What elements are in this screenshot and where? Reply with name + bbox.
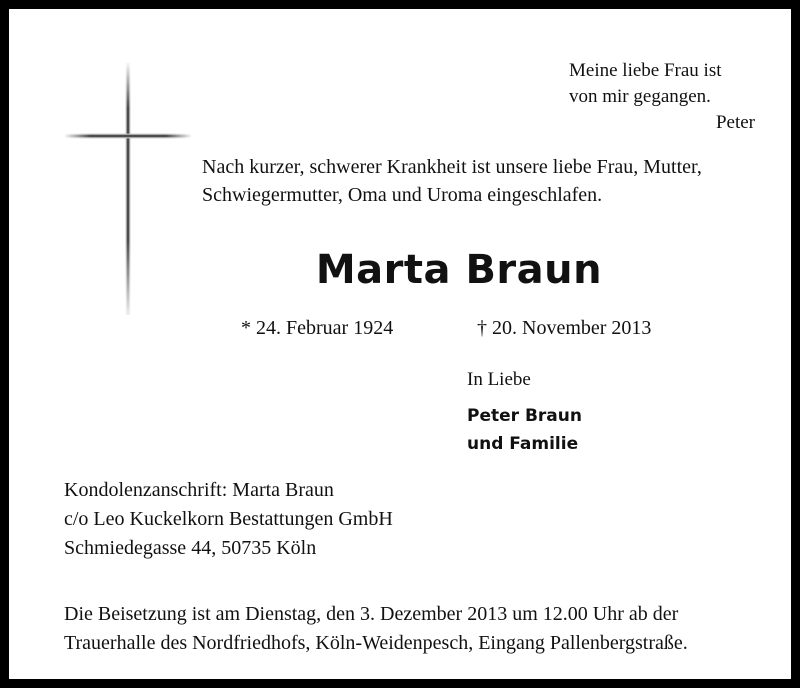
- mourner-line-1: Peter Braun: [467, 406, 582, 426]
- quote-signature: Peter: [715, 112, 755, 133]
- mourners: [467, 402, 582, 458]
- cross-horizontal-beam: [65, 133, 191, 139]
- funeral-line-1: Die Beisetzung ist am Dienstag, den 3. Dezember 2013 um 12.00 Uhr ab der: [64, 603, 679, 625]
- in-love-label: In Liebe: [467, 369, 531, 390]
- quote-line-2: von mir gegangen.: [569, 86, 711, 107]
- birth-date: * 24. Februar 1924: [241, 317, 394, 339]
- condolence-line-1: Kondolenzanschrift: Marta Braun: [64, 479, 334, 501]
- condolence-line-2: c/o Leo Kuckelkorn Bestattungen GmbH: [64, 508, 393, 530]
- quote-block: [569, 58, 755, 136]
- mourner-line-2: und Familie: [467, 434, 579, 454]
- quote-line-1: Meine liebe Frau ist: [569, 60, 722, 81]
- intro-text: [202, 153, 702, 209]
- deceased-name: Marta Braun: [315, 247, 603, 293]
- condolence-address: [64, 476, 393, 563]
- intro-line-1: Nach kurzer, schwerer Krankheit ist unsere liebe Frau, Mutter,: [202, 156, 702, 178]
- condolence-line-3: Schmiedegasse 44, 50735 Köln: [64, 537, 317, 559]
- funeral-info: [64, 600, 688, 658]
- death-date: † 20. November 2013: [477, 317, 652, 339]
- intro-line-2: Schwiegermutter, Oma und Uroma eingeschlafen.: [202, 184, 603, 206]
- funeral-line-2: Trauerhalle des Nordfriedhofs, Köln-Weidenpesch, Eingang Pallenbergstraße.: [64, 632, 688, 654]
